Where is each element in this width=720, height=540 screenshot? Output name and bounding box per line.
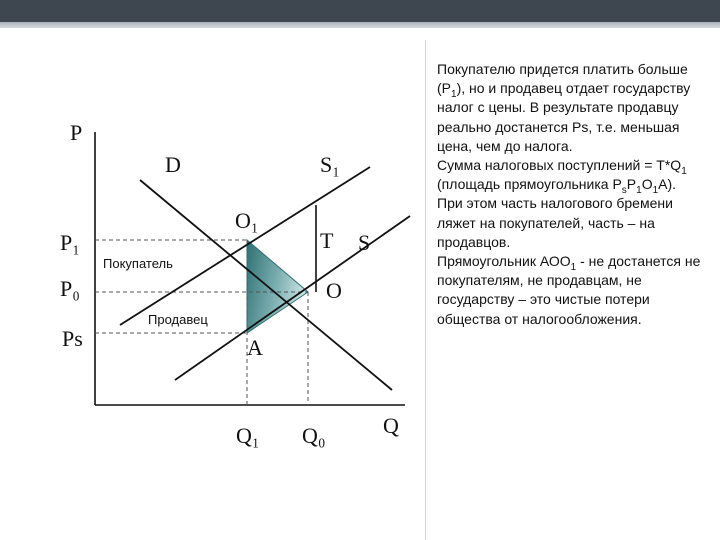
- qty-q0-label: Q₀: [302, 423, 326, 448]
- supply-after-tax-label: S₁: [320, 152, 340, 177]
- axis-x-label: Q: [383, 413, 399, 438]
- qty-q1-label: Q₁: [236, 423, 260, 448]
- seller-label: Продавец: [148, 312, 208, 327]
- buyer-label: Покупатель: [103, 256, 173, 271]
- price-p0-label: P₀: [60, 276, 80, 301]
- point-o1-label: O₁: [235, 208, 259, 233]
- supply-label: S: [358, 230, 371, 255]
- demand-label: D: [165, 152, 181, 177]
- explanation-text: Покупателю придется платить больше $(Р_1)$, но и продавец отдает государству налог с цены. В результате продавцу реально достанется Рs, т.е. меньшая цена, чем до налога. Сумма налоговых поступлений = $Т*Q_1$ (площадь прямоугольника $Р_sР_1О_1А$). При этом часть налогового бремени ляжет на покупателей, часть – на продавцов. Прямоугольник $АОО_1$ - не достанется не покупателям, не продавцам, не государству – это чистые потери общества от налогообложения.: [437, 61, 701, 327]
- price-ps-label: Ps: [62, 326, 83, 351]
- deadweight-loss-triangle: [247, 240, 308, 333]
- tax-label: T: [320, 228, 334, 253]
- supply-curve: [175, 216, 410, 380]
- axis-y-label: P: [70, 120, 83, 145]
- demand-curve: [140, 180, 392, 390]
- point-a-label: A: [247, 335, 263, 360]
- price-p1-label: P₁: [60, 230, 80, 255]
- point-o-label: O: [326, 278, 342, 303]
